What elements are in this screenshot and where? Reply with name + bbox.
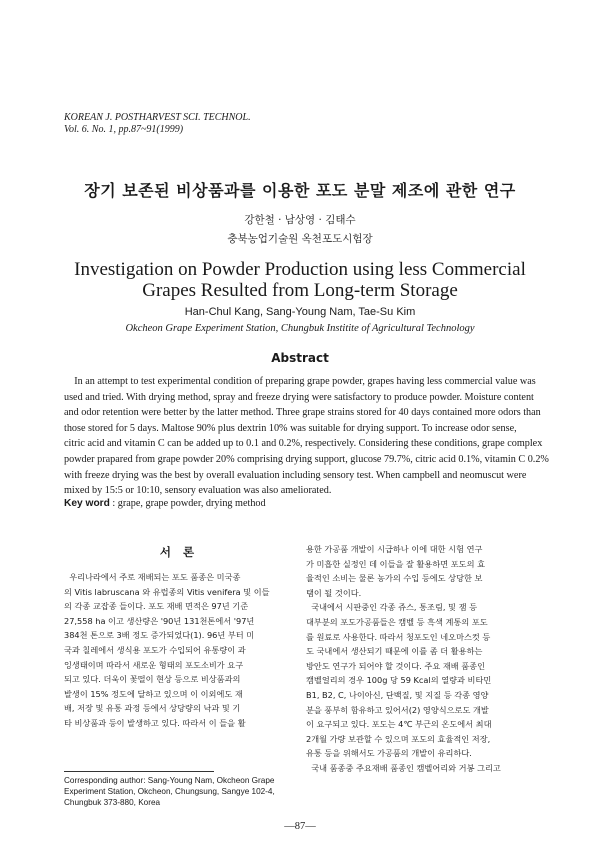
keywords-label: Key word: [64, 498, 110, 509]
body-line: 의 Vitis labruscana 와 유럽종의 Vitis venifera 및 이들: [64, 586, 270, 597]
body-line: 캠벨얼리의 경우 100g 당 59 Kcal의 열량과 비타민: [306, 675, 492, 686]
english-authors: Han-Chul Kang, Sang-Young Nam, Tae-Su Kim: [184, 306, 416, 318]
keywords-text: : grape, grape powder, drying method: [109, 498, 266, 509]
footnote-line: Experiment Station, Okcheon, Chungsung, Sangye 102-4,: [64, 786, 275, 796]
abstract-line: citric acid and vitamin C can be added up to 0.1 and 0.2%, respectively. Considering these conditions, grape complex: [64, 438, 543, 450]
abstract-line: and odor retention were better by the latter method. Three grape strains stored for 40 days contained more odors than: [64, 407, 541, 419]
abstract-line: mixed by 15:5 or 10:10, sensory evaluation was also ameliorated.: [64, 485, 332, 497]
body-line: 를 원료로 사용한다. 따라서 청포도인 네오마스컷 등: [306, 631, 491, 642]
english-title: [0, 259, 600, 301]
abstract-line: those stored for 5 days. Maltose 90% plus dextrin 10% was suitable for drying support. To increase odor sense,: [64, 422, 517, 434]
body-line: 용한 가공품 개발이 시급하나 이에 대한 시험 연구: [306, 544, 483, 554]
body-line: B1, B2, C, 나이아신, 단백질, 및 지질 등 각종 영양: [306, 689, 489, 700]
body-line: 분을 풍부히 함유하고 있어서(2) 영양식으로도 개발: [306, 704, 489, 715]
footnote-line: Chungbuk 373-880, Korea: [64, 797, 161, 807]
body-line: 2개월 가량 보관할 수 있으며 포도의 효율적인 저장,: [306, 733, 491, 744]
body-line: 이 요구되고 있다. 포도는 4℃ 부근의 온도에서 최대: [306, 719, 492, 730]
journal-name: KOREAN J. POSTHARVEST SCI. TECHNOL.: [64, 112, 251, 123]
body-line: 가 미흡한 실정인 데 이들을 잘 활용하면 포도의 효: [306, 558, 486, 569]
corresponding-author-footnote: [64, 776, 296, 808]
body-line: 유통 등을 위해서도 가공품의 개발이 유리하다.: [306, 748, 472, 759]
section-title-introduction: 서 론: [159, 545, 199, 559]
korean-authors: 강한철 · 남상영 · 김태수: [244, 214, 356, 226]
abstract-line: with freeze drying was the best by overall evaluation including sensory test. When campbell and neomuscut were: [64, 469, 527, 481]
english-title-line: Investigation on Powder Production using less Commercial: [74, 259, 526, 280]
body-line: 타 비상품과 등이 발생하고 있다. 따라서 이 들을 활: [64, 717, 246, 728]
korean-affiliation: 충북농업기술원 옥천포도시험장: [227, 233, 373, 245]
abstract-line: powder prapared from grape powder 20% comprising drying support, glucose 79.7%, citric acid 0.1%, vitamin C 0.2%: [64, 453, 549, 465]
body-line: 배, 저장 및 유통 과정 등에서 상당량의 낙과 및 기: [64, 703, 241, 714]
body-right-column: [306, 542, 536, 776]
abstract-line: used and tried. With drying method, spray and freeze drying were satisfactory to produce powder. Moisture content: [64, 391, 534, 403]
abstract-heading: Abstract: [271, 351, 329, 365]
body-line: 우리나라에서 주로 재배되는 포도 품종은 미국종: [64, 572, 241, 582]
body-line: 방안도 연구가 되어야 할 것이다. 주요 재배 품종인: [306, 660, 486, 671]
footnote-divider: [64, 771, 214, 772]
body-line: 국내에서 시판중인 각종 쥬스, 통조림, 및 잼 등: [306, 602, 477, 613]
body-line: 국과 칠레에서 생식용 포도가 수입되어 유통량이 과: [64, 644, 246, 655]
body-line: 율적인 소비는 물론 농가의 수입 등에도 상당한 보: [306, 573, 483, 584]
body-line: 발생이 15% 정도에 달하고 있으며 이 이외에도 재: [64, 688, 243, 699]
journal-header: [64, 112, 251, 136]
english-affiliation: Okcheon Grape Experiment Station, Chungbuk Institite of Agricultural Technology: [125, 323, 475, 334]
abstract-body: [64, 374, 549, 499]
korean-title: 장기 보존된 비상품과를 이용한 포도 분말 제조에 관한 연구: [84, 181, 516, 200]
body-line: 국내 품종중 주요재배 품종인 캠벨어리와 거봉 그리고: [306, 762, 501, 773]
body-line: 의 각종 교잡종 들이다. 포도 재배 면적은 97년 기준: [64, 601, 249, 612]
body-line: 되고 있다. 더욱이 꽃떨이 현상 등으로 비상품과의: [64, 674, 241, 685]
body-line: 도 국내에서 생산되기 때문에 이를 좀 더 활용하는: [306, 646, 483, 657]
journal-citation: Vol. 6. No. 1, pp.87~91(1999): [64, 124, 184, 135]
body-line: 대부분의 포도가공품들은 캠벨 등 흑색 계통의 포도: [306, 616, 488, 627]
english-title-line: Grapes Resulted from Long-term Storage: [142, 280, 458, 301]
body-line: 27,558 ha 이고 생산량은 '90년 131천톤에서 '97년: [64, 615, 255, 626]
keywords: [64, 498, 266, 509]
body-line: 탬이 될 것이다.: [306, 587, 362, 598]
page-number: —87—: [284, 821, 316, 832]
footnote-line: Corresponding author: Sang-Young Nam, Okcheon Grape: [64, 776, 275, 785]
abstract-line: In an attempt to test experimental condition of preparing grape powder, grapes having less commercial value was: [64, 376, 536, 387]
body-left-column: [64, 542, 294, 731]
body-line: 잉생태이며 따라서 새로운 형태의 포도소비가 요구: [64, 659, 244, 670]
body-line: 384천 톤으로 3배 정도 증가되었다(1). 96년 부터 미: [64, 630, 255, 641]
